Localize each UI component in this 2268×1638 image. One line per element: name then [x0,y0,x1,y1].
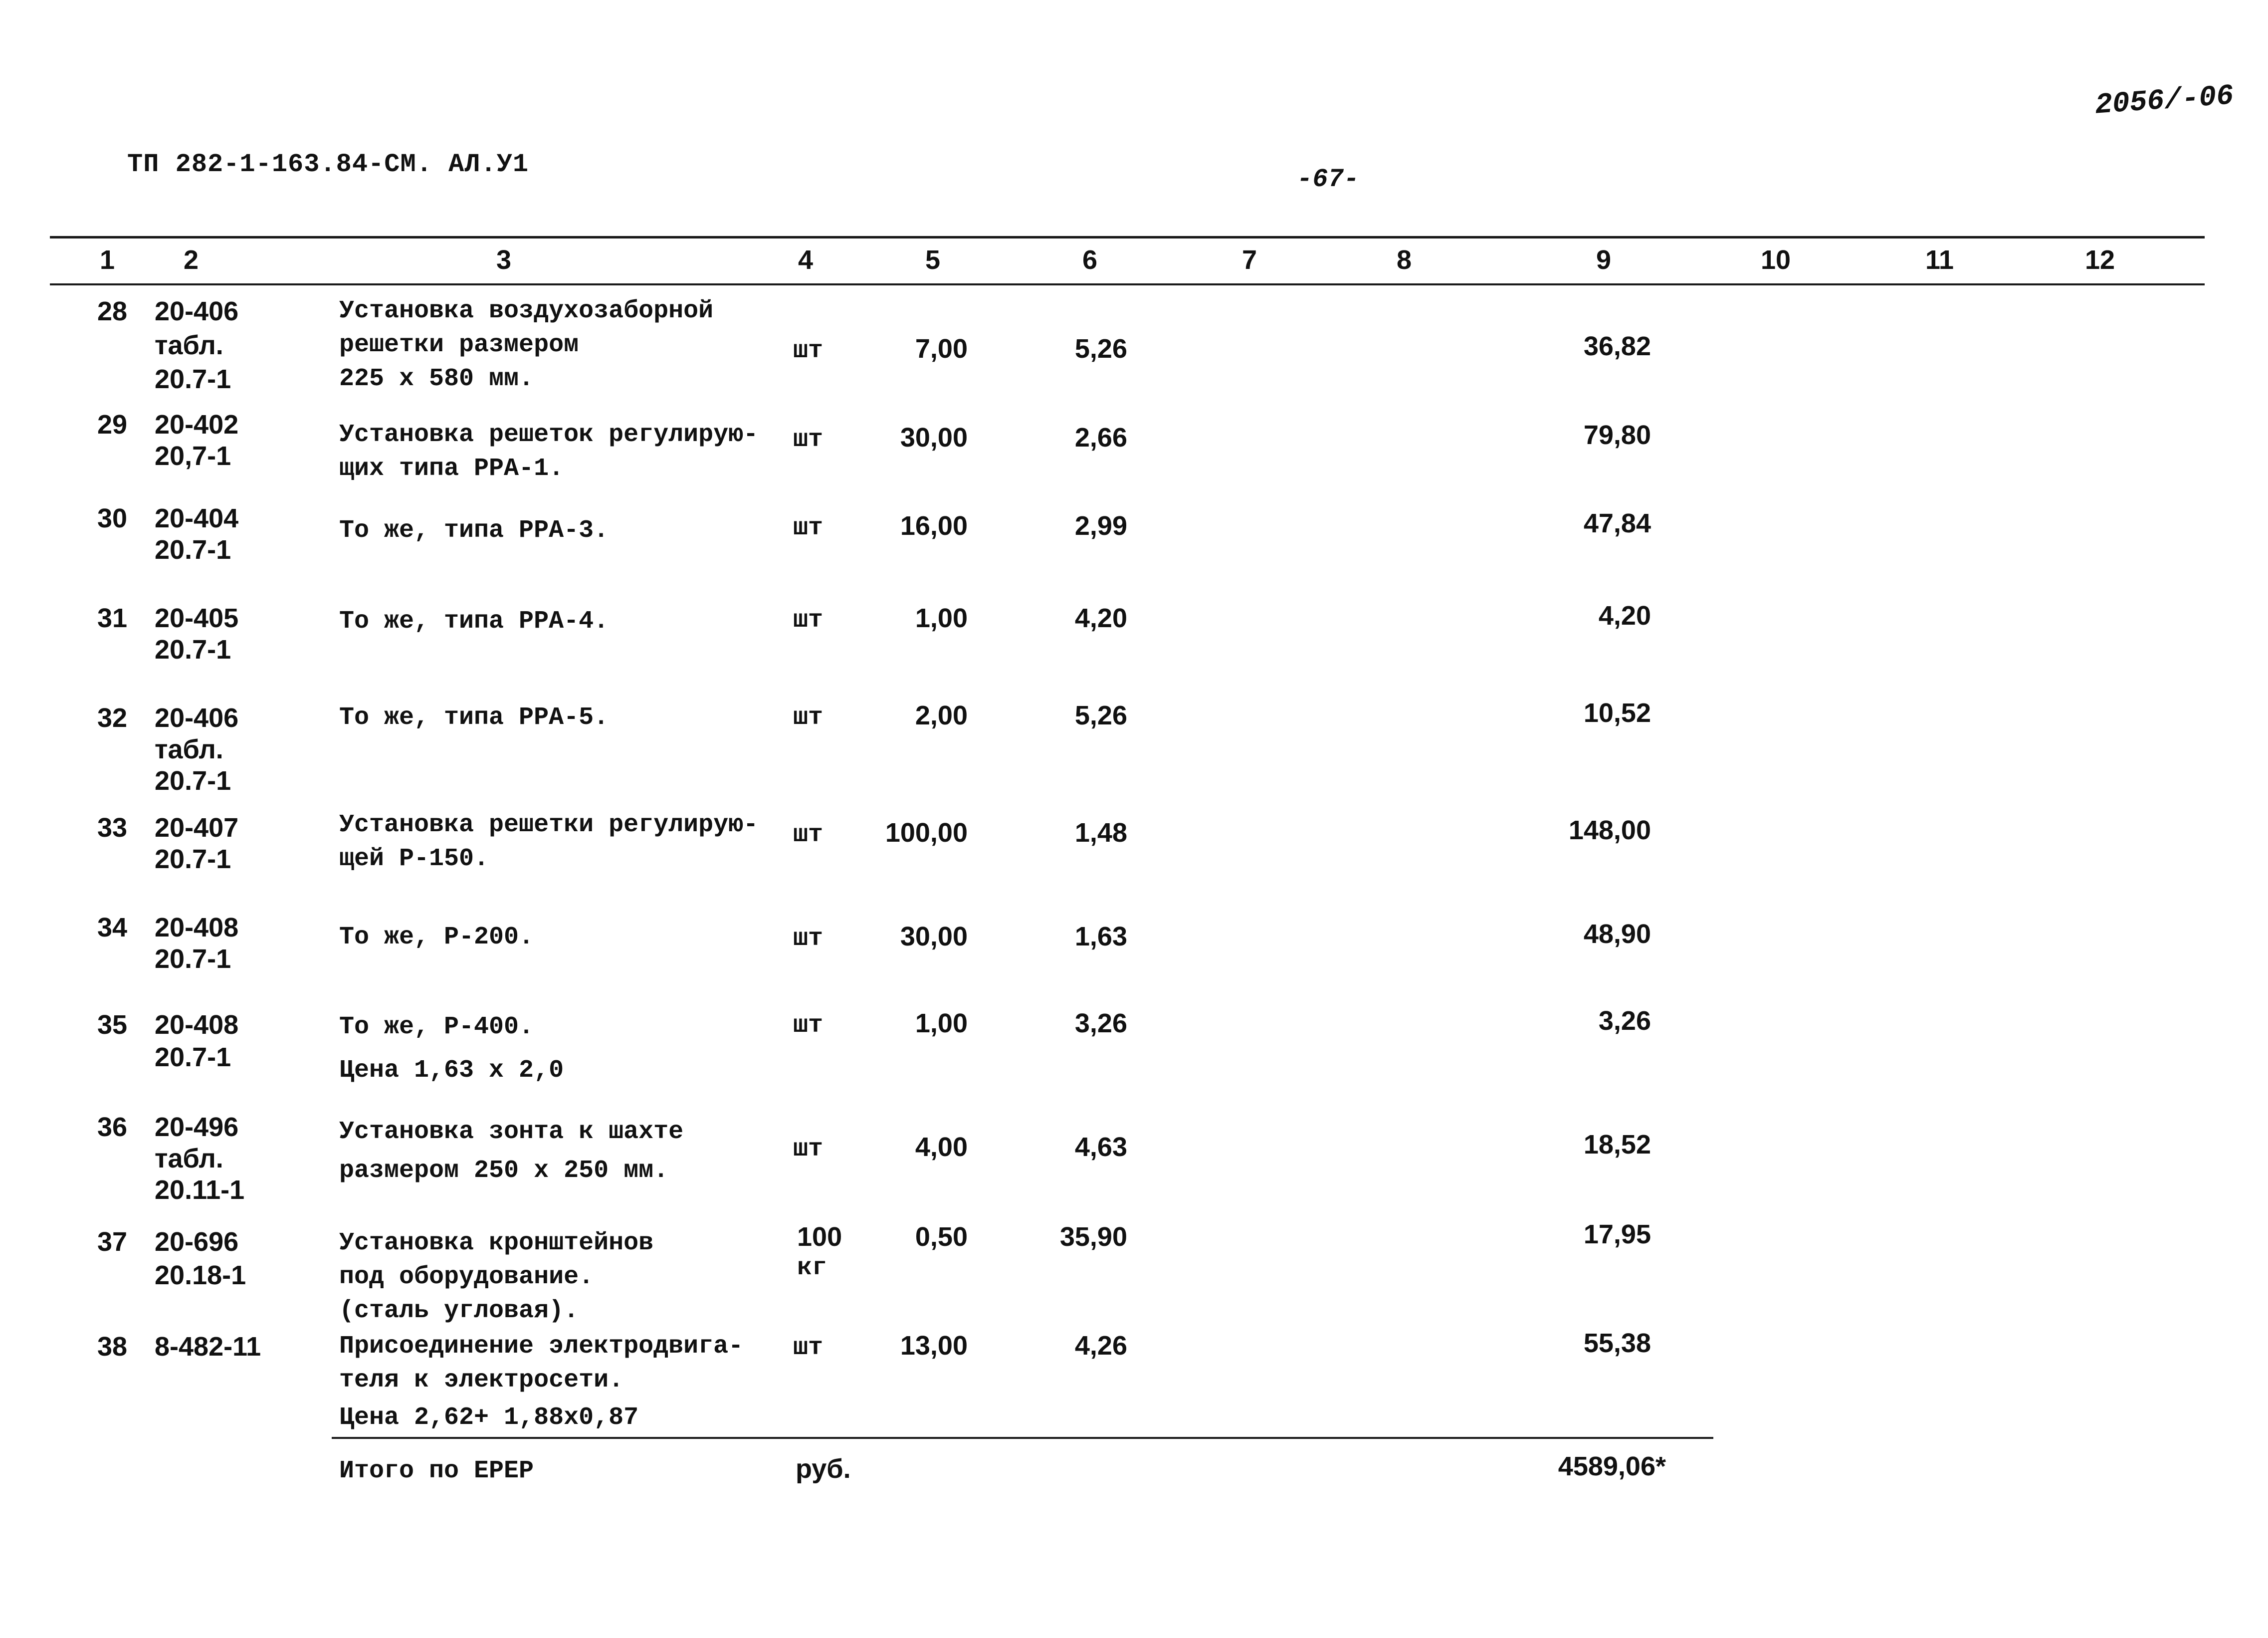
work-description: Цена 2,62+ 1,88х0,87 [339,1404,639,1432]
unit: шт [793,1334,824,1362]
work-description: Цена 1,63 х 2,0 [339,1056,564,1085]
work-description: То же, типа РРА-3. [339,516,609,545]
norm-code: 20-406 [155,703,239,733]
work-description: размером 250 х 250 мм. [339,1157,669,1185]
total-cost: 17,95 [1583,1219,1651,1249]
quantity: 1,00 [915,1008,968,1038]
quantity: 0,50 [915,1222,968,1252]
norm-code: табл. [155,734,223,764]
quantity: 16,00 [900,511,968,541]
norm-code: 20-406 [155,296,239,326]
quantity: 2,00 [915,701,968,730]
work-description: То же, Р-200. [339,923,534,951]
norm-code: 8-482-11 [155,1332,261,1362]
table-top-rule [50,236,2205,238]
norm-code: табл. [155,1144,223,1173]
norm-code: 20.7-1 [155,364,231,394]
row-number: 32 [97,703,128,733]
work-description: (сталь угловая). [339,1297,579,1325]
row-number: 29 [97,410,128,440]
total-rule [332,1437,1713,1439]
unit-price: 5,26 [1074,334,1127,364]
unit: шт [793,925,824,953]
total-cost: 3,26 [1598,1006,1651,1036]
unit: шт [793,703,824,732]
unit-price: 4,20 [1074,603,1127,633]
total-cost: 79,80 [1583,420,1651,450]
column-number: 4 [798,245,814,275]
quantity: 30,00 [900,922,968,951]
norm-code: 20.18-1 [155,1260,246,1290]
work-description: решетки размером [339,331,579,359]
work-description: Присоединение электродвига- [339,1332,744,1361]
column-number: 6 [1082,245,1098,275]
quantity: 13,00 [900,1331,968,1361]
norm-code: 20-404 [155,503,239,533]
row-number: 28 [97,296,128,326]
quantity: 4,00 [915,1132,968,1162]
work-description: щих типа РРА-1. [339,455,564,483]
work-description: Установка зонта к шахте [339,1118,684,1146]
norm-code: 20.7-1 [155,535,231,565]
unit: шт [793,1011,824,1040]
column-number: 5 [925,245,941,275]
total-cost: 4,20 [1598,601,1651,631]
norm-code: 20.11-1 [155,1175,245,1205]
work-description: Установка решеток регулирую- [339,421,759,449]
unit-price: 2,66 [1074,423,1127,453]
work-description: Установка воздухозаборной [339,297,714,325]
norm-code: табл. [155,330,223,360]
work-description: Установка решетки регулирую- [339,811,759,839]
work-description: под оборудование. [339,1263,594,1291]
row-number: 33 [97,813,128,843]
unit-price: 5,26 [1074,701,1127,730]
column-number: 3 [496,245,512,275]
row-number: 37 [97,1227,128,1257]
column-number: 7 [1242,245,1257,275]
quantity: 30,00 [900,423,968,453]
norm-code: 20.7-1 [155,635,231,665]
norm-code: 20.7-1 [155,944,231,974]
norm-code: 20-402 [155,410,239,440]
norm-code: 20,7-1 [155,441,231,471]
unit: 100 [797,1222,842,1252]
quantity: 100,00 [885,818,968,848]
unit-price: 4,26 [1074,1331,1127,1361]
document-reference: ТП 282-1-163.84-СМ. АЛ.У1 [127,150,529,179]
row-number: 38 [97,1332,128,1362]
norm-code: 20-407 [155,813,239,843]
unit-price: 3,26 [1074,1008,1127,1038]
unit: кг [797,1254,827,1282]
column-number: 8 [1397,245,1412,275]
total-cost: 48,90 [1583,919,1651,949]
unit: шт [793,426,824,454]
work-description: То же, типа РРА-4. [339,607,609,636]
row-number: 31 [97,603,128,633]
row-number: 35 [97,1010,128,1040]
column-number: 2 [184,245,199,275]
norm-code: 20-408 [155,913,239,942]
document-code: 2056/-06 [2094,80,2235,122]
unit-price: 1,48 [1074,818,1127,848]
unit: шт [793,337,824,365]
unit-price: 2,99 [1074,511,1127,541]
header-bottom-rule [50,283,2205,285]
work-description: То же, Р-400. [339,1013,534,1041]
column-number: 11 [1925,245,1954,275]
norm-code: 20.7-1 [155,1042,231,1072]
unit-price: 35,90 [1059,1222,1127,1252]
row-number: 36 [97,1112,128,1142]
column-number: 10 [1761,245,1791,275]
work-description: Установка кронштейнов [339,1229,654,1257]
total-cost: 36,82 [1583,331,1651,361]
work-description: щей Р-150. [339,845,489,873]
unit: шт [793,821,824,849]
unit-price: 1,63 [1074,922,1127,951]
total-cost: 55,38 [1583,1328,1651,1358]
total-cost: 18,52 [1583,1130,1651,1160]
total-label: Итого по ЕРЕР [339,1457,534,1485]
total-unit: руб. [796,1454,851,1484]
norm-code: 20.7-1 [155,766,231,796]
grand-total: 4589,06* [1558,1451,1666,1481]
page-number: -67- [1297,165,1359,194]
total-cost: 47,84 [1583,508,1651,538]
norm-code: 20-408 [155,1010,239,1040]
quantity: 1,00 [915,603,968,633]
work-description: То же, типа РРА-5. [339,703,609,732]
column-number: 9 [1596,245,1612,275]
column-number: 1 [100,245,115,275]
quantity: 7,00 [915,334,968,364]
row-number: 30 [97,503,128,533]
unit: шт [793,1135,824,1164]
unit: шт [793,514,824,542]
total-cost: 148,00 [1568,815,1651,845]
norm-code: 20-496 [155,1112,239,1142]
norm-code: 20.7-1 [155,844,231,874]
norm-code: 20-405 [155,603,239,633]
work-description: теля к электросети. [339,1366,624,1395]
unit-price: 4,63 [1074,1132,1127,1162]
unit: шт [793,606,824,635]
row-number: 34 [97,913,128,942]
work-description: 225 х 580 мм. [339,365,534,393]
norm-code: 20-696 [155,1227,239,1257]
column-number: 12 [2085,245,2115,275]
total-cost: 10,52 [1583,698,1651,728]
